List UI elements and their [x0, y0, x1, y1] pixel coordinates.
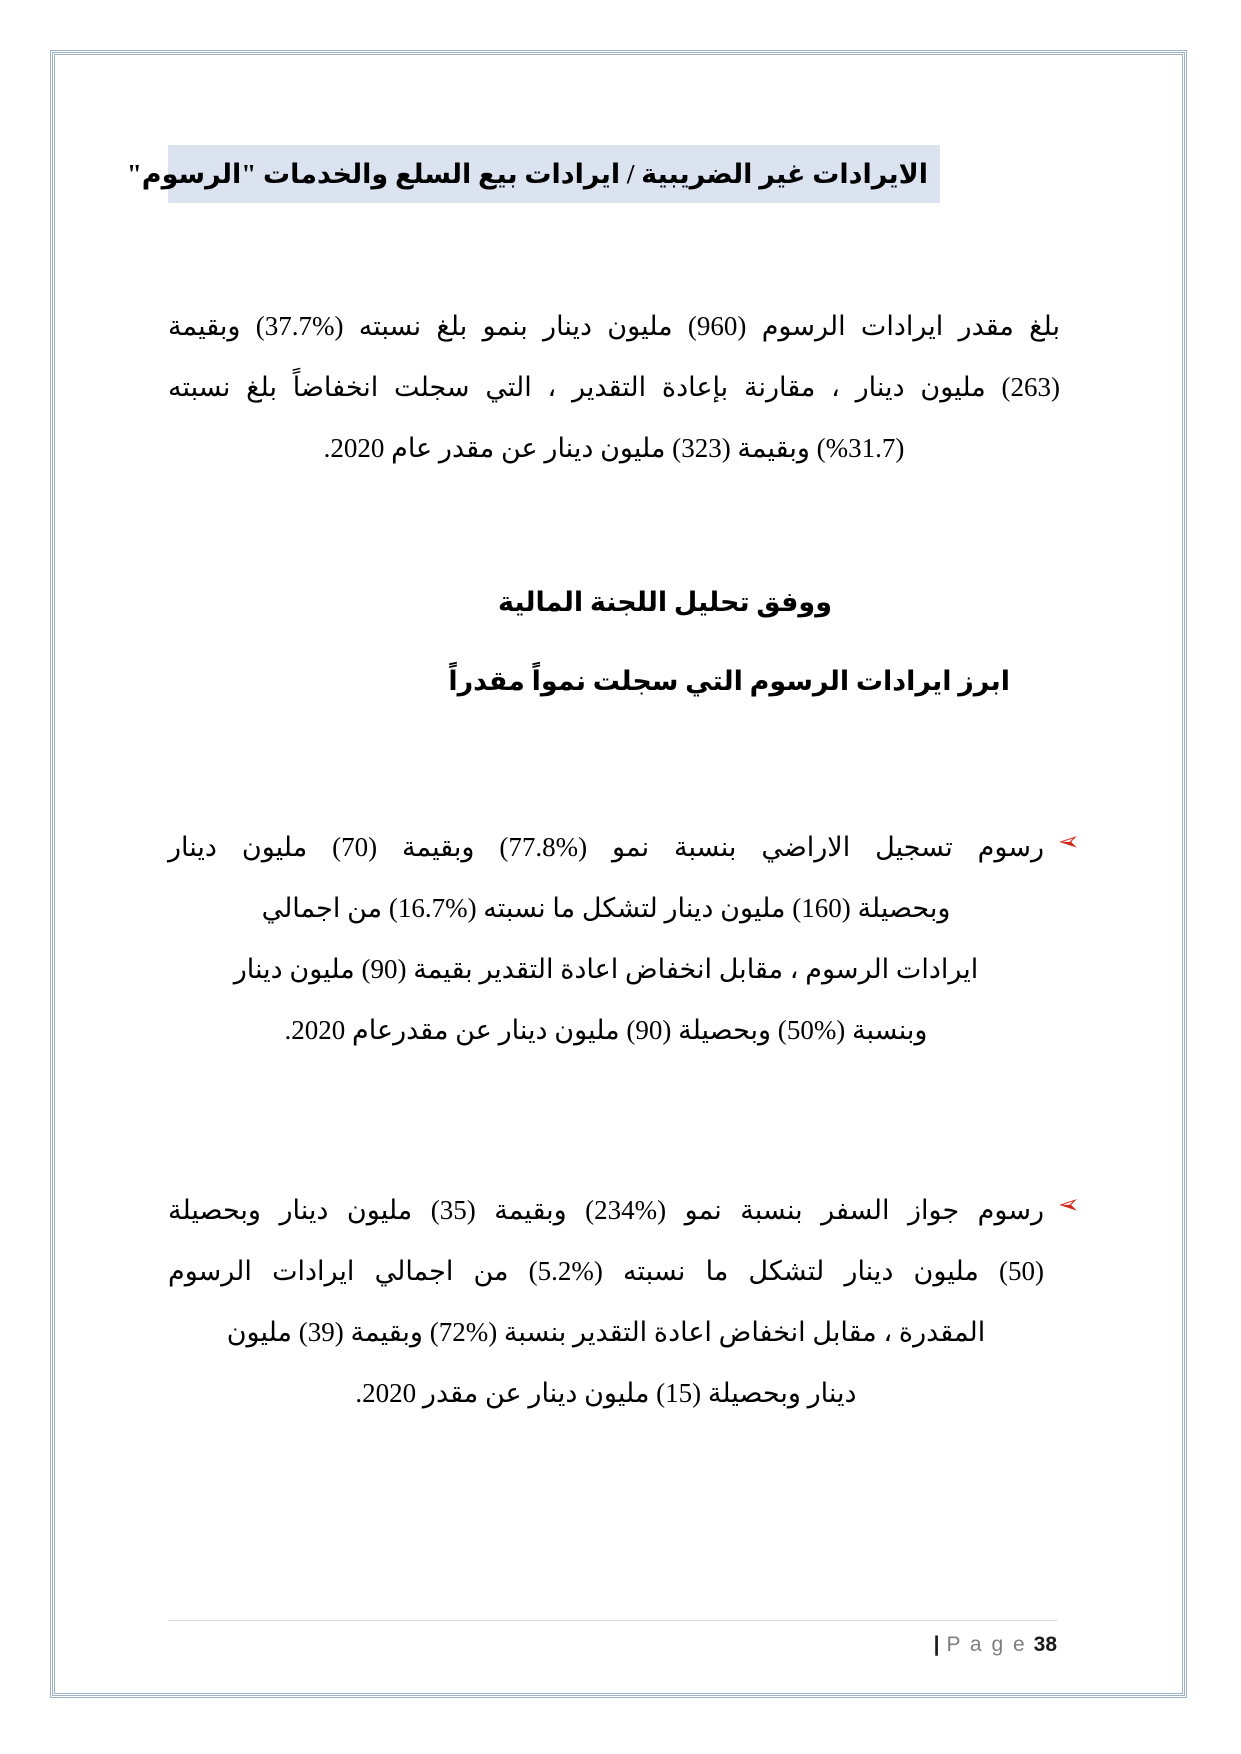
text-line: (263) مليون دينار ، مقارنة بإعادة التقدير ، التي سجلت انخفاضاً بلغ نسبته: [168, 372, 1060, 402]
text-line: المقدرة ، مقابل انخفاض اعادة التقدير بنسبة (%72) وبقيمة (39) مليون: [226, 1317, 986, 1347]
footer-separator: |: [933, 1633, 940, 1656]
arrow-bullet-icon: ➢: [1058, 1190, 1080, 1220]
text-line: رسوم جواز السفر بنسبة نمو (%234) وبقيمة (35) مليون دينار وبحصيلة: [168, 1195, 1044, 1225]
footer-divider: [168, 1620, 1057, 1621]
text-line: رسوم تسجيل الاراضي بنسبة نمو (%77.8) وبقيمة (70) مليون دينار: [168, 832, 1044, 862]
list-item-land-registration-fees: [168, 817, 1080, 1061]
intro-paragraph: [168, 296, 1060, 479]
text-line: بلغ مقدر ايرادات الرسوم (960) مليون دينار بنمو بلغ نسبته (%37.7) وبقيمة: [168, 311, 1060, 341]
page-footer: [934, 1629, 1057, 1661]
text-line: دينار وبحصيلة (15) مليون دينار عن مقدر 2020.: [355, 1378, 857, 1408]
text-line: (%31.7) وبقيمة (323) مليون دينار عن مقدر عام 2020.: [323, 433, 905, 463]
top-fee-revenues-heading: ابرز ايرادات الرسوم التي سجلت نمواً مقدراً: [448, 666, 1010, 696]
arrow-bullet-icon: ➢: [1058, 827, 1080, 857]
text-line: وبحصيلة (160) مليون دينار لتشكل ما نسبته (%16.7) من اجمالي: [261, 893, 951, 923]
footer-page-label: P a g e: [946, 1633, 1027, 1656]
text-line: وبنسبة (%50) وبحصيلة (90) مليون دينار عن مقدرعام 2020.: [284, 1015, 928, 1045]
text-line: (50) مليون دينار لتشكل ما نسبته (%5.2) من اجمالي ايرادات الرسوم: [168, 1256, 1044, 1286]
footer-page-number: 38: [1033, 1633, 1057, 1656]
text-line: ايرادات الرسوم ، مقابل انخفاض اعادة التقدير بقيمة (90) مليون دينار: [233, 954, 979, 984]
finance-committee-heading: ووفق تحليل اللجنة المالية: [497, 587, 832, 617]
section-header-text: الايرادات غير الضريبية / ايرادات بيع السلع والخدمات "الرسوم": [126, 159, 928, 189]
section-header: [126, 145, 940, 203]
list-item-passport-fees: [168, 1180, 1080, 1424]
